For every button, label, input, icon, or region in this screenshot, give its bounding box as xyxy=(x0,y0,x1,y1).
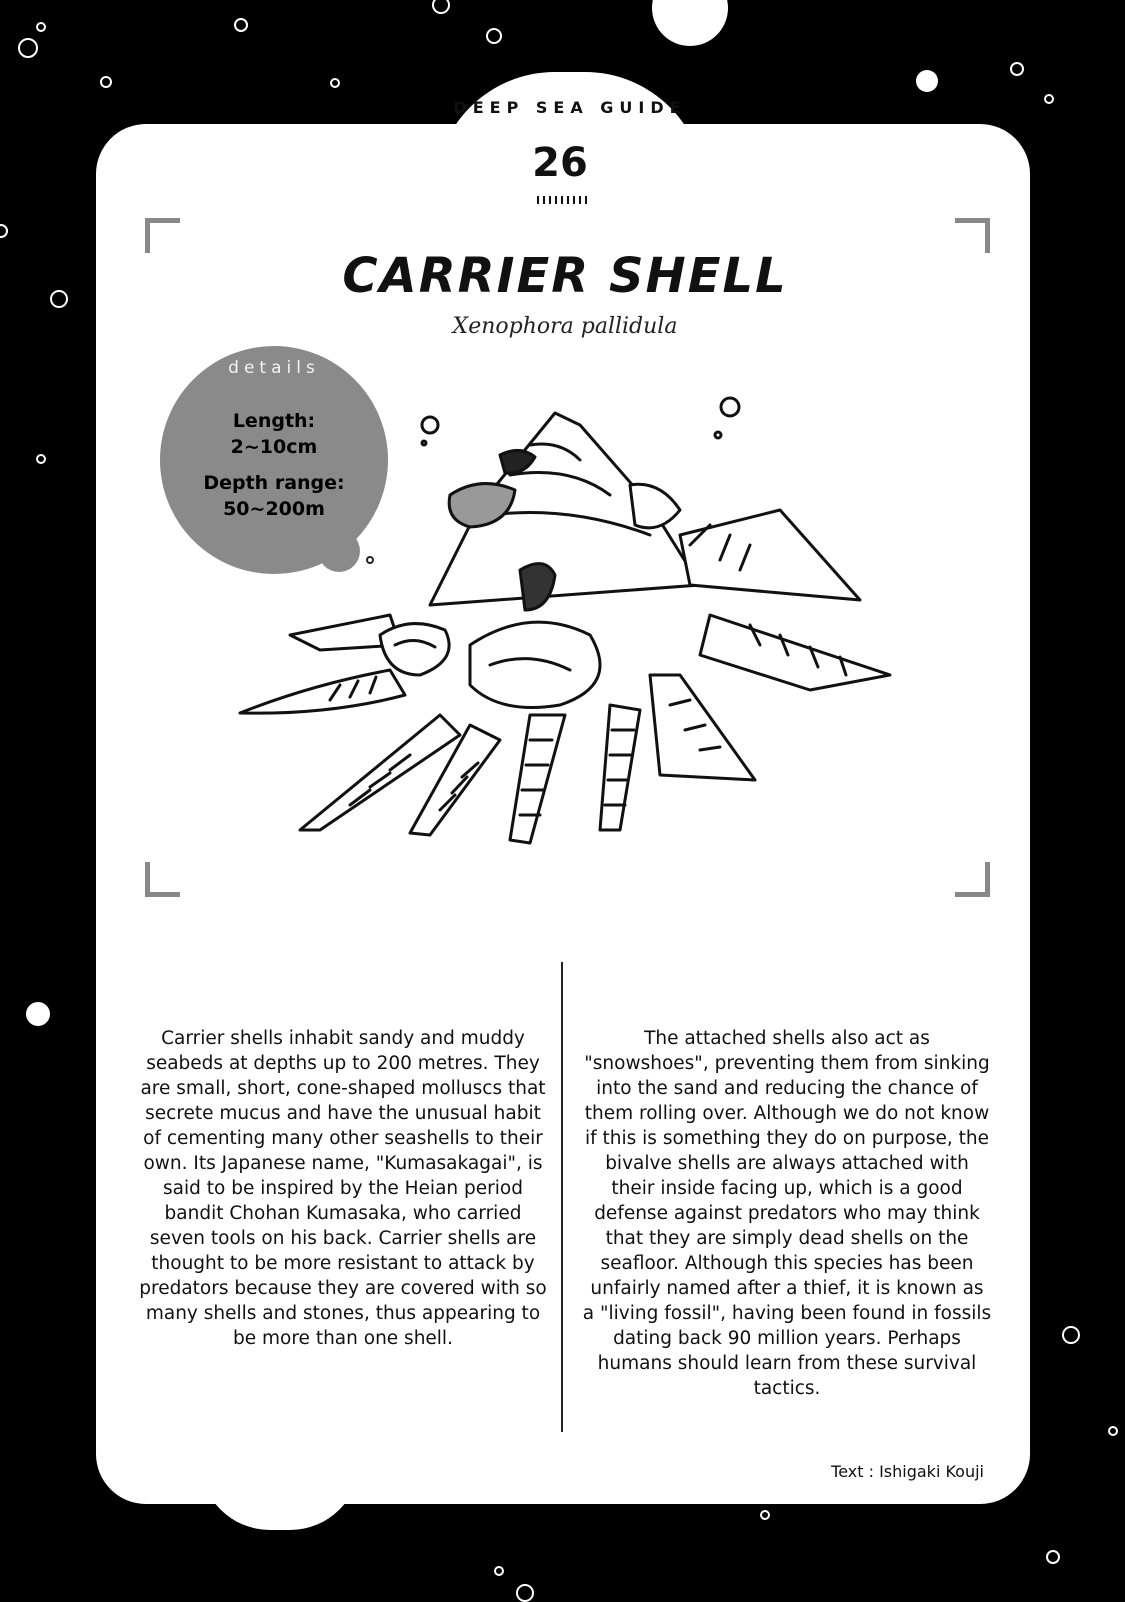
length-label: Length: xyxy=(232,410,316,432)
bubble-decoration xyxy=(652,0,728,46)
bubble-decoration xyxy=(1046,1550,1060,1564)
depth-value: 50~200m xyxy=(223,498,325,520)
text-credit: Text : Ishigaki Kouji xyxy=(831,1462,984,1481)
bubble-decoration xyxy=(516,1584,534,1602)
length-value: 2~10cm xyxy=(230,436,318,458)
scientific-name: Xenophora pallidula xyxy=(452,314,678,339)
body-text-right: The attached shells also act as "snowshoes", preventing them from sinking into the sand and reducing the chance of them rolling over. Although we do not know if this is something they do on purpose, the bivalve shells are always attached with their inside facing up, which is a good defense against predators who may think that they are simply dead shells on the seafloor. Although this species has been unfairly named after a thief, it is known as a "living fossil", having been found in fossils dating back 90 million years. Perhaps humans should learn from these survival tactics. xyxy=(582,1028,992,1399)
bubble-decoration xyxy=(1044,94,1054,104)
card-bottom-tab xyxy=(200,1460,360,1530)
bubble-decoration xyxy=(18,38,38,58)
bubble-decoration xyxy=(916,70,938,92)
bubble-decoration xyxy=(760,1510,770,1520)
bubble-decoration xyxy=(26,1002,50,1026)
bubble-decoration xyxy=(100,76,112,88)
bubble-decoration xyxy=(432,0,450,14)
bubble-decoration xyxy=(330,78,340,88)
body-text-left: Carrier shells inhabit sandy and muddy seabeds at depths up to 200 metres. They are small, short, cone-shaped molluscs that secrete mucus and have the unusual habit of cementing many other seashells to their own. Its Japanese name, "Kumasakagai", is said to be inspired by the Heian period bandit Chohan Kumasaka, who carried seven tools on his back. Carrier shells are thought to be more resistant to attack by predators because they are covered with so many shells and stones, thus appearing to be more than one shell. xyxy=(139,1028,547,1349)
details-heading: details xyxy=(228,358,320,378)
frame-corner-top-left xyxy=(145,218,180,253)
bubble-decoration xyxy=(0,224,8,238)
guide-number: 26 xyxy=(532,140,588,186)
column-divider xyxy=(561,962,563,1432)
frame-corner-top-right xyxy=(955,218,990,253)
frame-corner-bottom-right xyxy=(955,862,990,897)
bubble-decoration xyxy=(36,454,46,464)
depth-label: Depth range: xyxy=(203,472,345,494)
bubble-decoration xyxy=(36,22,46,32)
bubble-decoration xyxy=(1010,62,1024,76)
bubble-decoration xyxy=(1108,1426,1118,1436)
carrier-shell-illustration xyxy=(230,385,920,865)
bubble-decoration xyxy=(50,290,68,308)
bubble-decoration xyxy=(1062,1326,1080,1344)
frame-corner-bottom-left xyxy=(145,862,180,897)
guide-series-label: DEEP SEA GUIDE xyxy=(453,98,687,117)
bubble-decoration xyxy=(486,28,502,44)
bubble-decoration xyxy=(494,1566,504,1576)
species-title: CARRIER SHELL xyxy=(342,248,788,304)
bubble-decoration xyxy=(234,18,248,32)
guide-ticks-decoration xyxy=(537,196,587,204)
